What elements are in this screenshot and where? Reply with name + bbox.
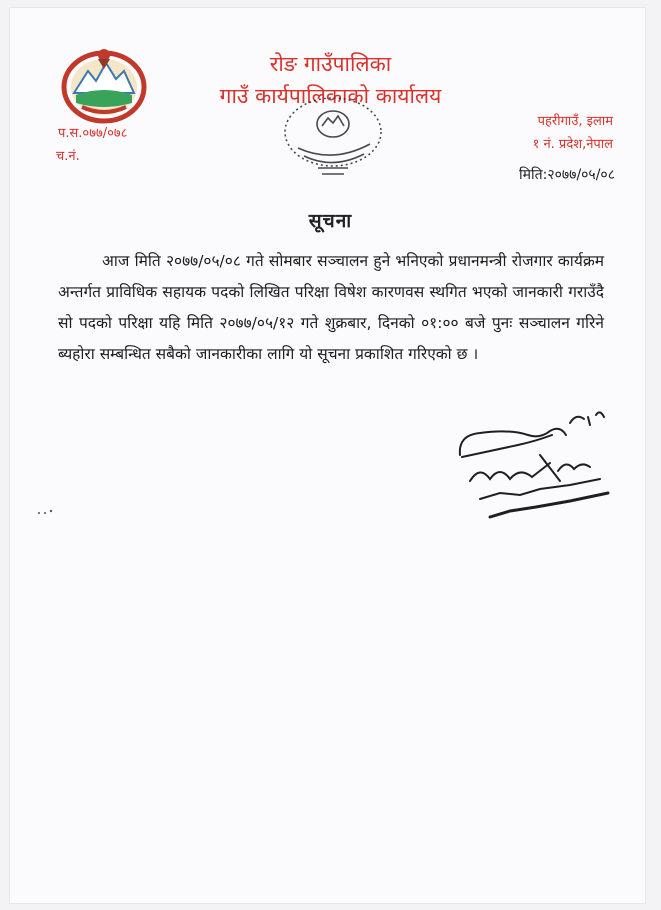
dispatch-number: च.नं. [56, 149, 80, 164]
notice-date: मिति:२०७७/०५/०८ [519, 167, 615, 183]
reference-number: प.स.०७७/०७८ [58, 126, 128, 141]
notice-body: आज मिति २०७७/०५/०८ गते सोमबार सञ्चालन हुने भनिएको प्रधानमन्त्री रोजगार कार्यक्रम अन्तर्गत प्राविधिक सहायक पदको लिखित परिक्षा विषेश कारणवस स्थगित भएको जानकारी गराउँदै सो पदको परिक्षा यहि मिति २०७७/०५/१२ गते शुक्रबार, दिनको ०१:०० बजे पुनः सञ्चालन गरिने ब्यहोरा सम्बन्धित सबैको जानकारीका लागि यो सूचना प्रकाशित गरिएको छ । [58, 252, 604, 363]
office-stamp-icon [278, 92, 388, 182]
municipality-name: रोङ गाउँपालिका [269, 52, 392, 76]
address-line-1: पहरीगाउँ, इलाम [537, 114, 613, 129]
address-line-2: १ नं. प्रदेश,नेपाल [532, 137, 613, 152]
office-name: गाउँ कार्यपालिकाको कार्यालय [219, 84, 442, 108]
signature-icon [440, 395, 620, 525]
notice-title: सूचना [308, 210, 353, 232]
speck-marks [36, 508, 56, 518]
